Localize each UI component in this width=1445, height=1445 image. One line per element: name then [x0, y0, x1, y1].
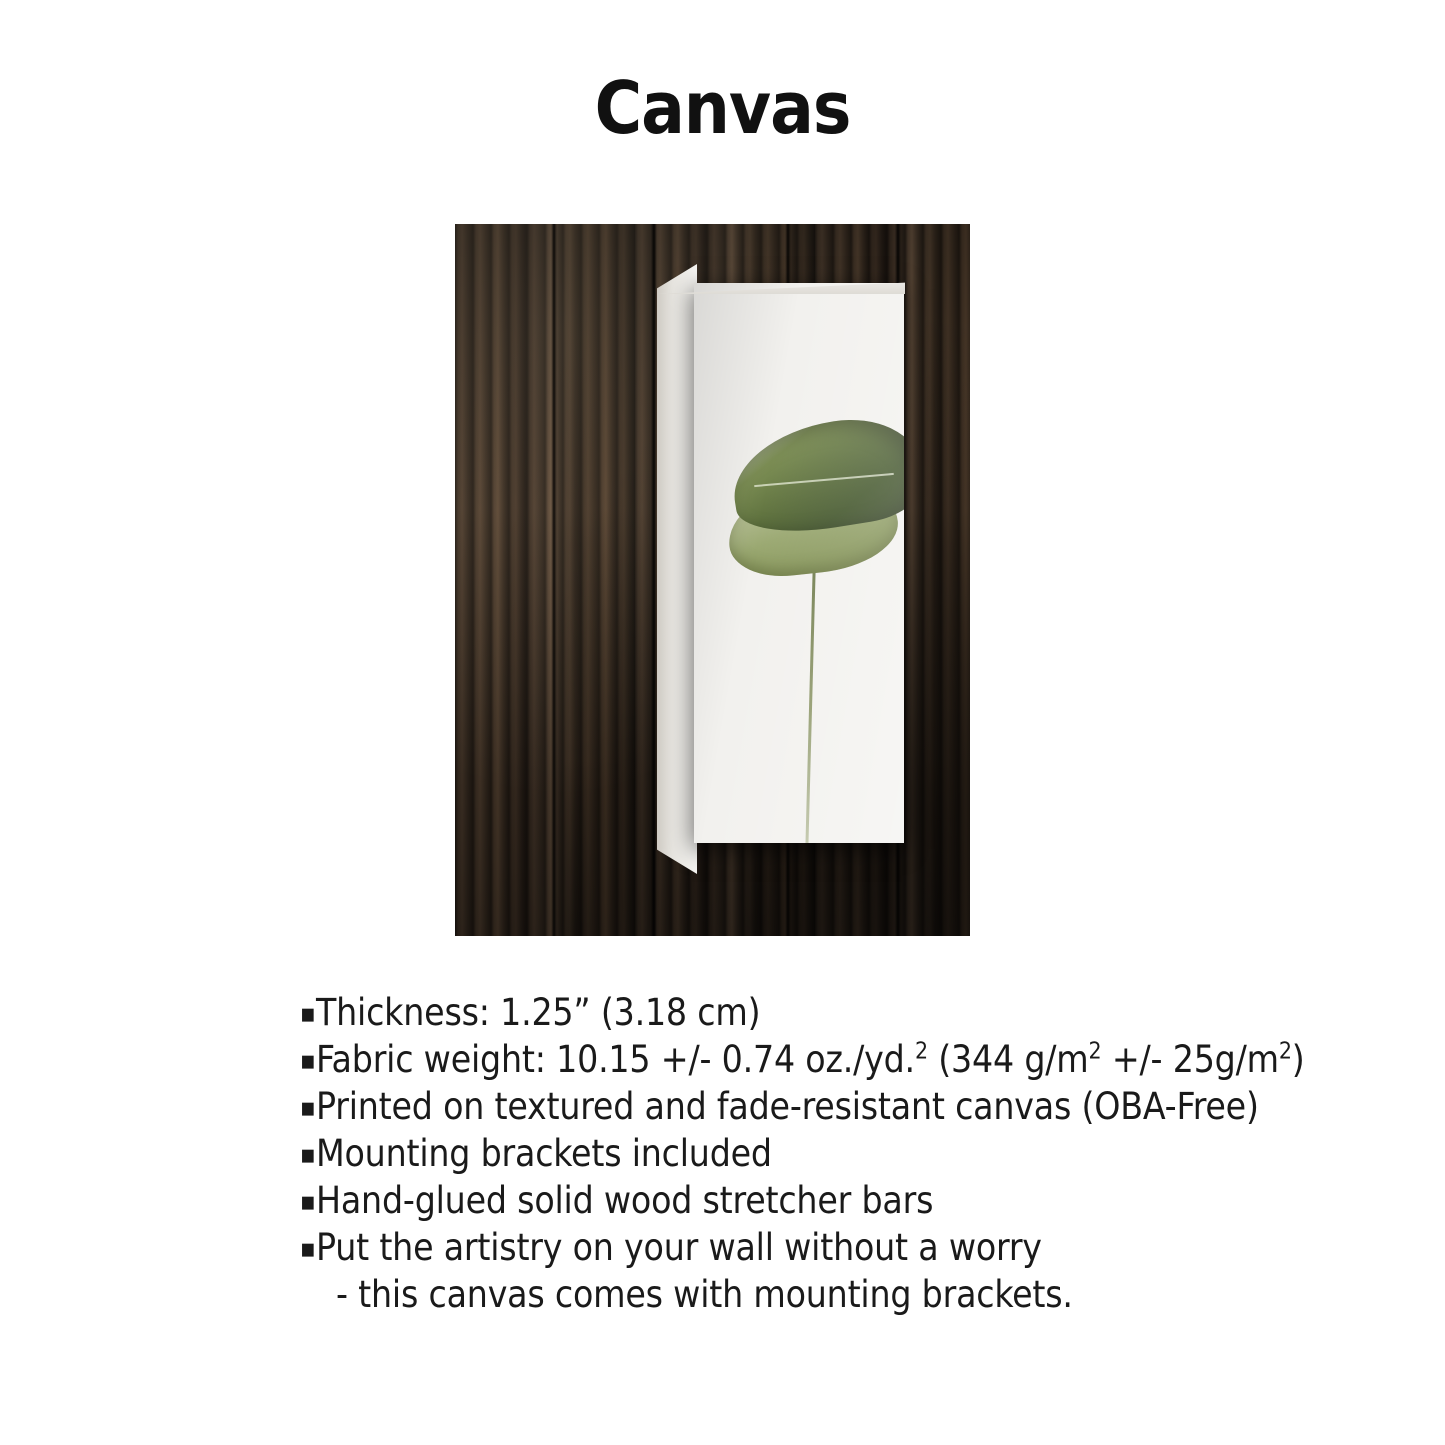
spec-text-part1: Fabric weight: 10.15 +/- 0.74 oz./yd. — [316, 1037, 915, 1081]
spec-text: Mounting brackets included — [316, 1131, 772, 1175]
spec-superscript: 2 — [1088, 1038, 1102, 1065]
leaf-vein-artwork — [754, 473, 894, 487]
bullet-icon: ▪ — [300, 1186, 316, 1217]
list-item — [300, 1084, 1300, 1131]
page-title: Canvas — [594, 66, 851, 150]
spec-superscript: 2 — [1278, 1038, 1292, 1065]
spec-text: Thickness: 1.25” (3.18 cm) — [316, 991, 761, 1034]
list-item — [300, 1178, 1300, 1225]
spec-text-part2: (344 g/m — [927, 1037, 1089, 1081]
list-item — [300, 1037, 1305, 1084]
spec-text-part3: +/- 25g/m — [1101, 1037, 1279, 1081]
list-item — [300, 1225, 1300, 1319]
spec-list — [300, 990, 1305, 1319]
product-photo — [455, 224, 970, 936]
leaf-stem-artwork — [805, 498, 817, 843]
spec-text-continuation: - this canvas comes with mounting brackets. — [336, 1272, 1073, 1316]
list-item — [300, 990, 1300, 1037]
plank-seam — [651, 224, 657, 936]
bullet-icon: ▪ — [300, 1233, 316, 1264]
list-item — [300, 1131, 1300, 1178]
leaf-lower-artwork — [724, 474, 902, 581]
spec-text: Hand-glued solid wood stretcher bars — [316, 1178, 934, 1222]
spec-superscript: 2 — [914, 1038, 928, 1065]
bullet-icon: ▪ — [300, 1139, 316, 1170]
spec-text: Printed on textured and fade-resistant canvas (OBA-Free) — [316, 1084, 1259, 1128]
bullet-icon: ▪ — [300, 999, 316, 1029]
canvas-front-face — [694, 283, 904, 843]
spec-text-part4: ) — [1291, 1037, 1305, 1081]
bullet-icon: ▪ — [300, 1092, 316, 1123]
leaf-upper-artwork — [725, 409, 904, 542]
bullet-icon: ▪ — [300, 1045, 316, 1076]
plank-seam — [551, 224, 557, 936]
spec-text: Put the artistry on your wall without a worry — [316, 1225, 1042, 1269]
canvas-side-edge — [657, 264, 697, 874]
